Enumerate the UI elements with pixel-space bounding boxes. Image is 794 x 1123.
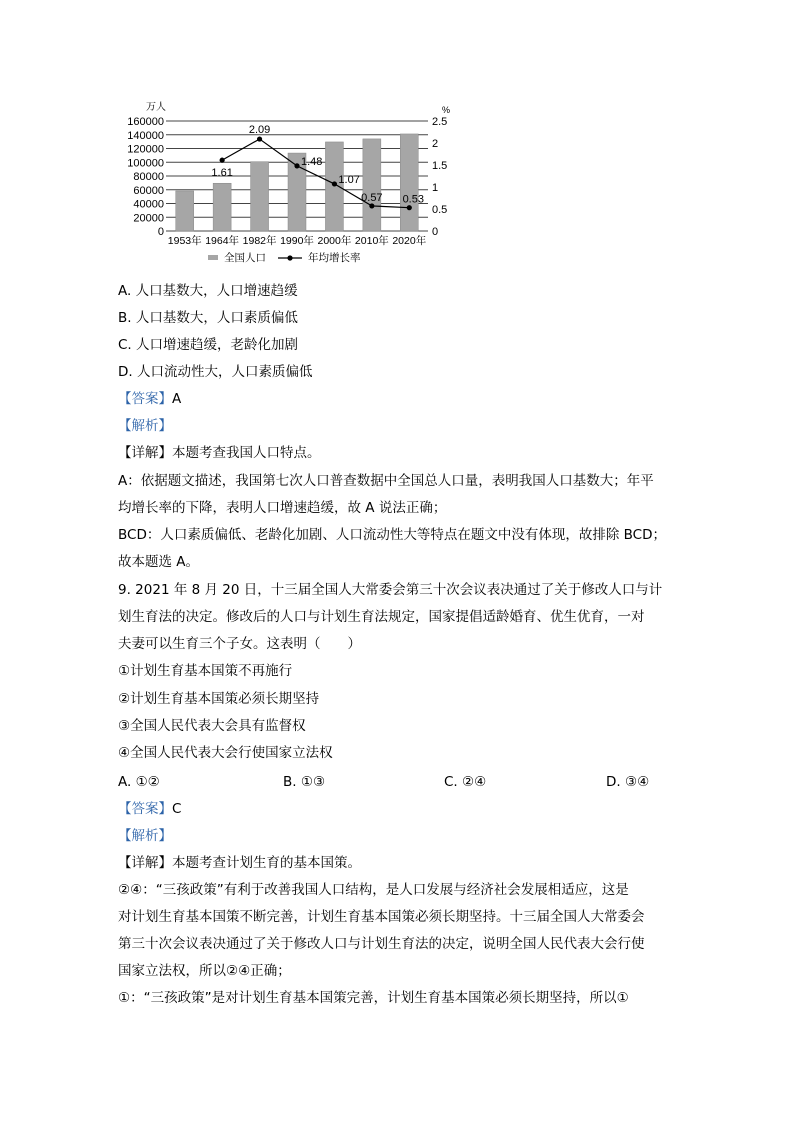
detail-label: 【详解】 <box>118 445 172 461</box>
answer-value: A <box>172 391 182 407</box>
y-left-tick-label: 0 <box>157 226 164 238</box>
q9-statement: ③全国人民代表大会具有监督权 <box>118 718 306 734</box>
q9-line: 对计划生育基本国策不断完善，计划生育基本国策必须长期坚持。十三届全国人大常委会 <box>118 909 645 925</box>
growth-rate-label: 1.48 <box>301 155 323 168</box>
population-bar <box>176 191 194 231</box>
x-tick-label: 2010年 <box>354 235 389 247</box>
population-bar <box>213 183 231 231</box>
q9-option-b: B. ①③ <box>283 774 326 790</box>
legend-line-label: 年均增长率 <box>308 252 361 264</box>
population-bar <box>363 139 381 231</box>
x-tick-label: 1964年 <box>205 235 240 247</box>
growth-rate-point <box>294 163 299 168</box>
growth-rate-point <box>332 181 337 186</box>
x-tick-label: 1990年 <box>280 235 314 247</box>
y-right-tick-label: 0.5 <box>432 204 448 216</box>
growth-rate-label: 0.57 <box>361 191 383 204</box>
answer-value: C <box>172 801 182 817</box>
q8-answer <box>118 390 181 408</box>
q9-stem: 9. 2021 年 8 月 20 日，十三届全国人大常委会第三十次会议表决通过了关于修改人口与计 <box>118 582 663 598</box>
legend-bar-swatch <box>208 255 218 260</box>
y-left-tick-label: 120000 <box>127 143 164 156</box>
growth-rate-label: 1.07 <box>338 173 360 186</box>
q8-line: BCD：人口素质偏低、老龄化加剧、人口流动性大等特点在题文中没有体现，故排除 BCD； <box>118 527 666 543</box>
q8-option-d: D. 人口流动性大，人口素质偏低 <box>118 364 313 380</box>
legend-bar-label: 全国人口 <box>224 252 266 264</box>
legend-line-marker <box>287 255 292 260</box>
growth-rate-point <box>369 203 374 208</box>
y-right-unit: % <box>442 105 451 115</box>
growth-rate-label: 1.61 <box>211 167 233 180</box>
q8-analysis-label: 【解析】 <box>118 418 172 434</box>
q9-stem: 划生育法的决定。修改后的人口与计划生育法规定，国家提倡适龄婚育、优生优育，一对 <box>118 609 645 625</box>
answer-label: 【答案】 <box>118 391 172 407</box>
q9-analysis-label: 【解析】 <box>118 828 172 844</box>
q9-statement: ①计划生育基本国策不再施行 <box>118 663 293 679</box>
population-chart <box>110 95 470 270</box>
q9-option-d: D. ③④ <box>606 774 650 790</box>
x-tick-label: 1982年 <box>242 235 277 247</box>
q9-line: ②④：“三孩政策”有利于改善我国人口结构，是人口发展与经济社会发展相适应，这是 <box>118 882 629 898</box>
q9-stem: 夫妻可以生育三个子女。这表明（ ） <box>118 636 361 652</box>
q8-option-c: C. 人口增速趋缓，老龄化加剧 <box>118 337 299 353</box>
detail-text: 本题考查计划生育的基本国策。 <box>172 855 361 871</box>
x-tick-label: 2000年 <box>317 235 352 247</box>
y-right-tick-label: 2.5 <box>432 116 448 128</box>
growth-rate-label: 0.53 <box>402 193 424 206</box>
q8-line: 均增长率的下降，表明人口增速趋缓，故 A 说法正确； <box>118 500 447 516</box>
y-left-tick-label: 40000 <box>133 198 164 211</box>
q9-line: 第三十次会议表决通过了关于修改人口与计划生育法的决定，说明全国人民代表大会行使 <box>118 936 645 952</box>
y-right-tick-label: 0 <box>432 226 439 238</box>
y-left-tick-label: 140000 <box>127 129 164 142</box>
y-right-tick-label: 1 <box>432 182 439 194</box>
growth-rate-point <box>407 205 412 210</box>
q9-options <box>118 773 678 791</box>
y-left-tick-label: 20000 <box>133 212 164 225</box>
x-tick-label: 2020年 <box>392 235 427 247</box>
y-left-tick-label: 160000 <box>127 116 164 128</box>
population-bar <box>251 162 269 231</box>
q9-statement: ②计划生育基本国策必须长期坚持 <box>118 691 320 707</box>
q8-line: A：依据题文描述，我国第七次人口普查数据中全国总人口量，表明我国人口基数大；年平 <box>118 473 654 489</box>
q9-line: ①：“三孩政策”是对计划生育基本国策完善，计划生育基本国策必须长期坚持，所以① <box>118 990 629 1006</box>
y-left-tick-label: 60000 <box>133 184 164 197</box>
y-right-tick-label: 2 <box>432 138 439 150</box>
q9-statement: ④全国人民代表大会行使国家立法权 <box>118 745 333 761</box>
population-bar <box>400 134 418 231</box>
growth-rate-point <box>220 158 225 163</box>
q8-detail <box>118 444 321 462</box>
x-tick-label: 1953年 <box>167 235 202 247</box>
q8-option-a: A. 人口基数大，人口增速趋缓 <box>118 283 298 299</box>
y-left-tick-label: 80000 <box>133 171 164 183</box>
q8-line: 故本题选 A。 <box>118 554 200 570</box>
growth-rate-point <box>257 136 262 141</box>
q9-detail <box>118 854 361 872</box>
growth-rate-label: 2.09 <box>248 124 271 137</box>
q9-answer <box>118 800 181 818</box>
y-left-unit: 万人 <box>146 102 166 113</box>
detail-text: 本题考查我国人口特点。 <box>172 445 321 461</box>
q9-option-c: C. ②④ <box>444 774 487 790</box>
detail-label: 【详解】 <box>118 855 172 871</box>
q8-option-b: B. 人口基数大，人口素质偏低 <box>118 310 298 326</box>
answer-label: 【答案】 <box>118 801 172 817</box>
y-right-tick-label: 1.5 <box>432 160 448 172</box>
q9-option-a: A. ①② <box>118 774 160 790</box>
y-left-tick-label: 100000 <box>127 157 164 170</box>
q9-line: 国家立法权，所以②④正确； <box>118 963 291 979</box>
